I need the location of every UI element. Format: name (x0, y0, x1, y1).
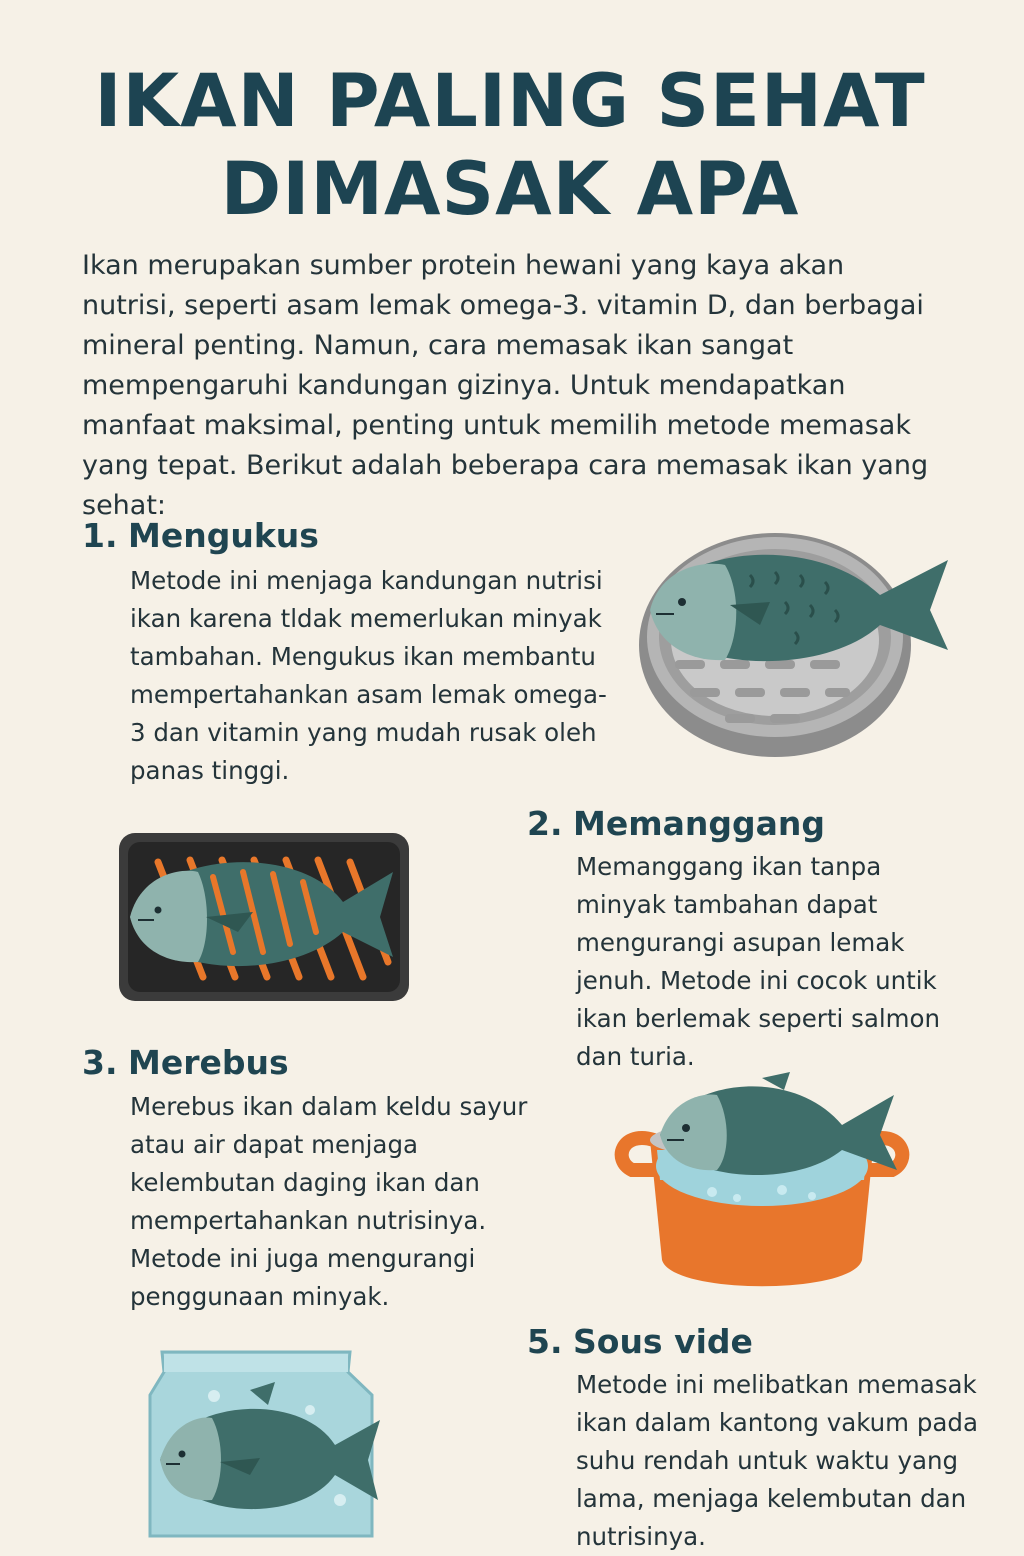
pot-fish-icon (612, 1070, 912, 1300)
section-text-sous-vide: Metode ini melibatkan memasak ikan dalam kantong vakum pada suhu rendah untuk waktu yang lama, menjaga kelembutan dan nutrisinya. (576, 1370, 978, 1551)
section-number: 2. (527, 804, 563, 843)
section-title: Memanggang (573, 804, 825, 843)
title-line-1: IKAN PALING SEHAT (94, 59, 926, 144)
title-line-2: DIMASAK APA (220, 147, 800, 232)
section-title: Mengukus (128, 516, 319, 555)
steamer-fish-icon (630, 510, 960, 760)
section-number: 5. (527, 1322, 563, 1361)
section-text-merebus: Merebus ikan dalam keldu sayur atau air dapat menjaga kelembutan daging ikan dan mempertahankan nutrisinya. Metode ini juga mengurangi penggunaan minyak. (130, 1092, 528, 1311)
section-heading-merebus (82, 1043, 289, 1083)
section-text-mengukus: Metode ini menjaga kandungan nutrisi ikan karena tldak memerlukan minyak tambahan. Mengukus ikan membantu mempertahankan asam lemak omega-3 dan vitamin yang mudah rusak oleh panas tinggi. (130, 566, 607, 785)
section-number: 3. (82, 1043, 118, 1082)
section-heading-mengukus (82, 516, 319, 556)
section-heading-sous-vide (527, 1322, 753, 1362)
intro-paragraph: Ikan merupakan sumber protein hewani yang kaya akan nutrisi, seperti asam lemak omega-3. vitamin D, dan berbagai mineral penting. Namun, cara memasak ikan sangat mempengaruhi kandungan gizinya. Untuk mendapatkan manfaat maksimal, penting untuk memilih metode memasak yang tepat. Berikut adalah beberapa cara memasak ikan yang sehat: (82, 250, 929, 521)
section-title: Merebus (128, 1043, 289, 1082)
page-title (60, 58, 960, 234)
grill-fish-icon (118, 832, 410, 1002)
sous-vide-bag-fish-icon (150, 1350, 390, 1536)
section-text-memanggang: Memanggang ikan tanpa minyak tambahan dapat mengurangi asupan lemak jenuh. Metode ini cocok untik ikan berlemak seperti salmon dan turia. (576, 852, 941, 1071)
section-heading-memanggang (527, 804, 825, 844)
section-title: Sous vide (573, 1322, 753, 1361)
section-number: 1. (82, 516, 118, 555)
